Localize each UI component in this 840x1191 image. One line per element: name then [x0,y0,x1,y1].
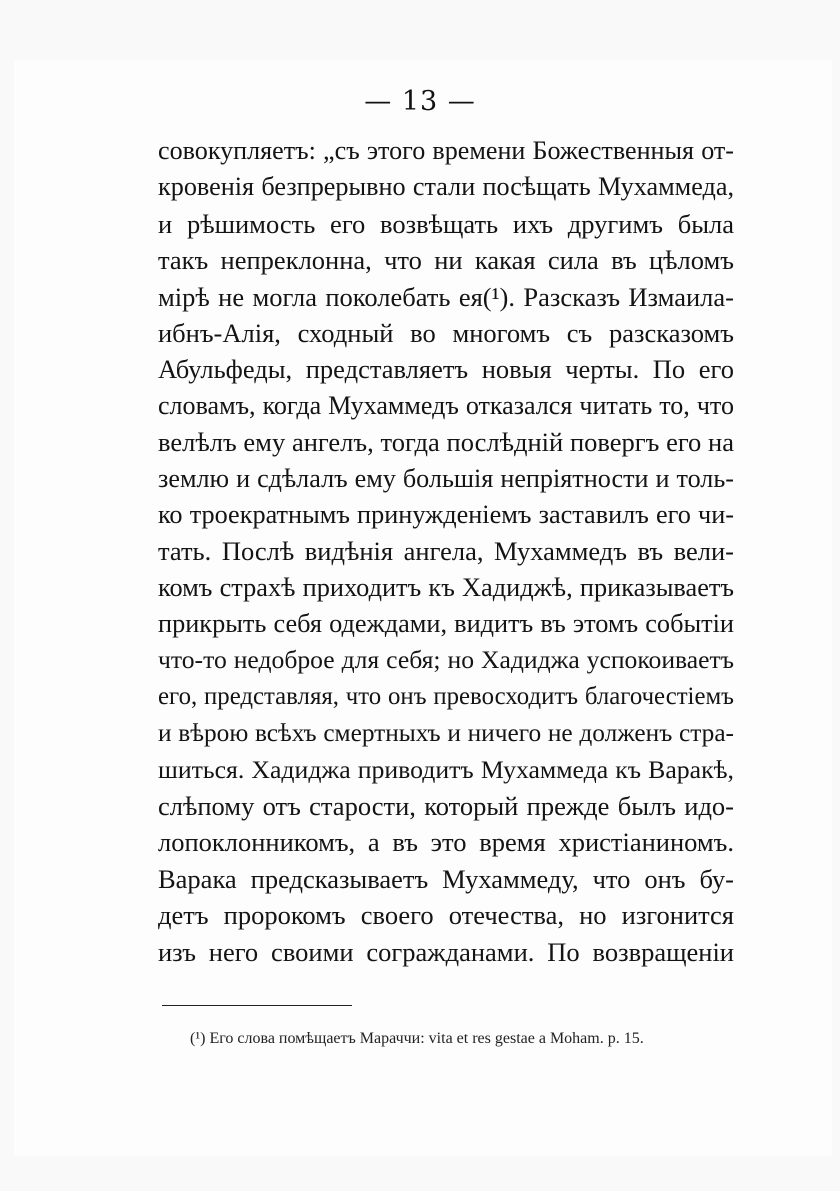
text-line: лопоклонникомъ, а въ это время христіаниномъ. [158,827,734,858]
text-line: Абульфеды, представляетъ новыя черты. По его [158,354,734,385]
text-line: словамъ, когда Мухаммедъ отказался читать то, что [158,390,734,420]
text-line: ко троекратнымъ принужденіемъ заставилъ его чи- [158,499,734,529]
footnote: (¹) Его слова помѣщаетъ Мараччи: vita et res gestae a Moham. p. 15. [190,1030,644,1047]
text-line: совокупляетъ: „съ этого времени Божественныя от- [158,136,734,165]
text-line: его, представляя, что онъ превосходитъ благочестіемъ [158,682,734,710]
text-line: комъ страхѣ приходитъ къ Хадиджѣ, приказываетъ [158,572,734,602]
text-line: мірѣ не могла поколебать ея(¹). Разсказъ Измаила- [158,281,734,312]
text-line: изъ него своими согражданами. По возвращеніи [158,936,734,967]
footnote-divider [162,1005,352,1006]
text-line: и рѣшимость его возвѣщать ихъ другимъ была [158,208,734,239]
text-line: прикрыть себя одеждами, видитъ въ этомъ событіи [158,609,734,639]
page-number: — 13 — [364,86,476,117]
text-line: ибнъ-Алія, сходный во многомъ съ разсказомъ [158,317,734,348]
text-line: велѣлъ ему ангелъ, тогда послѣдній повергъ его на [158,427,734,458]
text-line: что-то недоброе для себя; но Хадиджа успокоиваетъ [158,645,734,675]
text-line: такъ непреклонна, что ни какая сила въ цѣломъ [158,245,734,276]
text-line: кровенія безпрерывно стали посѣщать Мухаммеда, [158,172,734,202]
text-line: тать. Послѣ видѣнія ангела, Мухаммедъ въ вели- [158,536,734,567]
text-line: детъ пророкомъ своего отечества, но изгонится [158,900,734,931]
text-line: шиться. Хадиджа приводитъ Мухаммеда къ Варакѣ, [158,754,734,784]
text-line: и вѣрою всѣхъ смертныхъ и ничего не долженъ стра- [158,719,734,748]
text-line: слѣпому отъ старости, который прежде былъ идо- [158,791,734,822]
body-text [158,133,734,970]
text-line: Варака предсказываетъ Мухаммеду, что онъ бу- [158,863,734,894]
text-line: землю и сдѣлалъ ему большія непріятности и толь- [158,463,734,493]
